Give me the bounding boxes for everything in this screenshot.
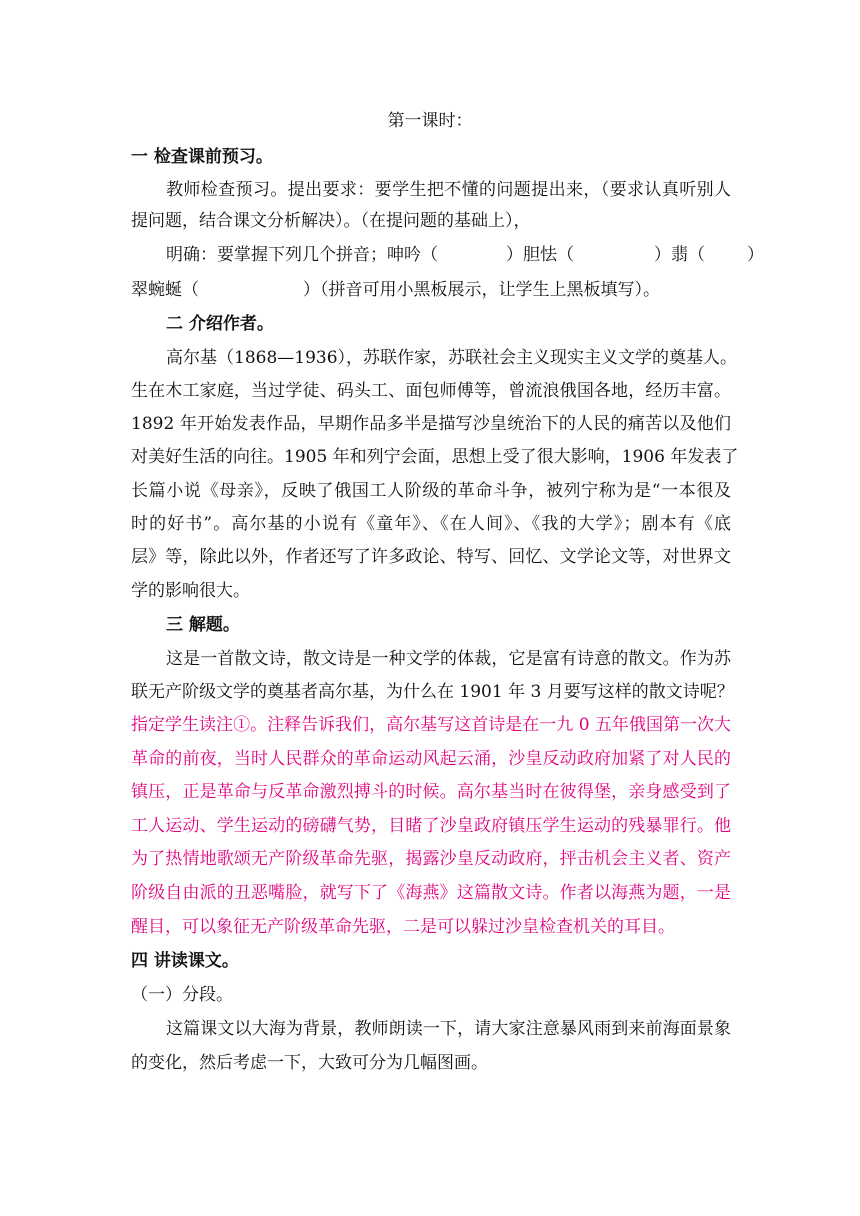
paragraph-line: 学的影响很大。 xyxy=(131,581,250,601)
paragraph-line: 时的好书”。高尔基的小说有《童年》、《在人间》、《我的大学》；剧本有《底 xyxy=(131,514,731,534)
paragraph-line: 这是一首散文诗，散文诗是一种文学的体裁，它是富有诗意的散文。作为苏 xyxy=(166,649,731,669)
highlighted-line: 阶级自由派的丑恶嘴脸，就写下了《海燕》这篇散文诗。作者以海燕为题，一是 xyxy=(131,883,731,903)
paragraph-line: 的变化，然后考虑一下，大致可分为几幅图画。 xyxy=(131,1053,488,1073)
section-heading-4: 四 讲读课文。 xyxy=(131,951,239,971)
page-title: 第一课时： xyxy=(387,111,473,131)
pinyin-text: ）（拼音可用小黑板展示，让学生上黑板填写）。 xyxy=(303,280,660,300)
highlighted-line: 为了热情地歌颂无产阶级革命先驱，揭露沙皇反动政府，抨击机会主义者、资产 xyxy=(131,849,731,869)
subsection-heading: （一）分段。 xyxy=(131,985,233,1005)
paragraph-line: 高尔基（1868—1936），苏联作家，苏联社会主义现实主义文学的奠基人。 xyxy=(166,348,738,368)
paragraph-line: 提问题，结合课文分析解决）。（在提问题的基础上）， xyxy=(131,211,531,231)
highlighted-line: 镇压，正是革命与反革命激烈搏斗的时候。高尔基当时在彼得堡，亲身感受到了 xyxy=(131,782,731,802)
section-heading-2: 二 介绍作者。 xyxy=(166,314,274,334)
pinyin-line xyxy=(166,244,764,266)
pinyin-text: 翠蜿蜒（ xyxy=(131,280,199,300)
pinyin-text: ）胆怯（ xyxy=(506,245,574,265)
pinyin-text: ）翡（ xyxy=(654,245,705,265)
pinyin-line xyxy=(131,279,731,301)
highlighted-line: 醒目，可以象征无产阶级革命先驱，二是可以躲过沙皇检查机关的耳目。 xyxy=(131,917,675,937)
paragraph-line: 1892 年开始发表作品，早期作品多半是描写沙皇统治下的人民的痛苦以及他们 xyxy=(131,414,731,434)
highlighted-line: 工人运动、学生运动的磅礴气势，目睹了沙皇政府镇压学生运动的残暴罪行。他 xyxy=(131,816,731,836)
paragraph-line: 生在木工家庭，当过学徒、码头工、面包师傅等，曾流浪俄国各地，经历丰富。 xyxy=(131,381,731,401)
paragraph-line: 教师检查预习。提出要求：要学生把不懂的问题提出来，（要求认真听别人 xyxy=(166,180,731,200)
paragraph-line: 层》等，除此以外，作者还写了许多政论、特写、回忆、文学论文等，对世界文 xyxy=(131,547,731,567)
section-heading-3: 三 解题。 xyxy=(166,615,240,635)
paragraph-line: 这篇课文以大海为背景，教师朗读一下，请大家注意暴风雨到来前海面景象 xyxy=(166,1019,731,1039)
paragraph-line: 对美好生活的向往。1905 年和列宁会面，思想上受了很大影响，1906 年发表了 xyxy=(131,447,739,467)
paragraph-line: 长篇小说《母亲》，反映了俄国工人阶级的革命斗争，被列宁称为是“一本很及 xyxy=(131,481,731,501)
highlighted-line: 指定学生读注①。注释告诉我们，高尔基写这首诗是在一九 0 五年俄国第一次大 xyxy=(131,715,731,735)
pinyin-text: 明确：要掌握下列几个拼音；呻吟（ xyxy=(166,245,438,265)
section-heading-1: 一 检查课前预习。 xyxy=(131,147,273,167)
highlighted-line: 革命的前夜，当时人民群众的革命运动风起云涌，沙皇反动政府加紧了对人民的 xyxy=(131,749,731,769)
paragraph-line: 联无产阶级文学的奠基者高尔基，为什么在 1901 年 3 月要写这样的散文诗呢？ xyxy=(131,682,734,702)
pinyin-text: ） xyxy=(747,245,764,265)
